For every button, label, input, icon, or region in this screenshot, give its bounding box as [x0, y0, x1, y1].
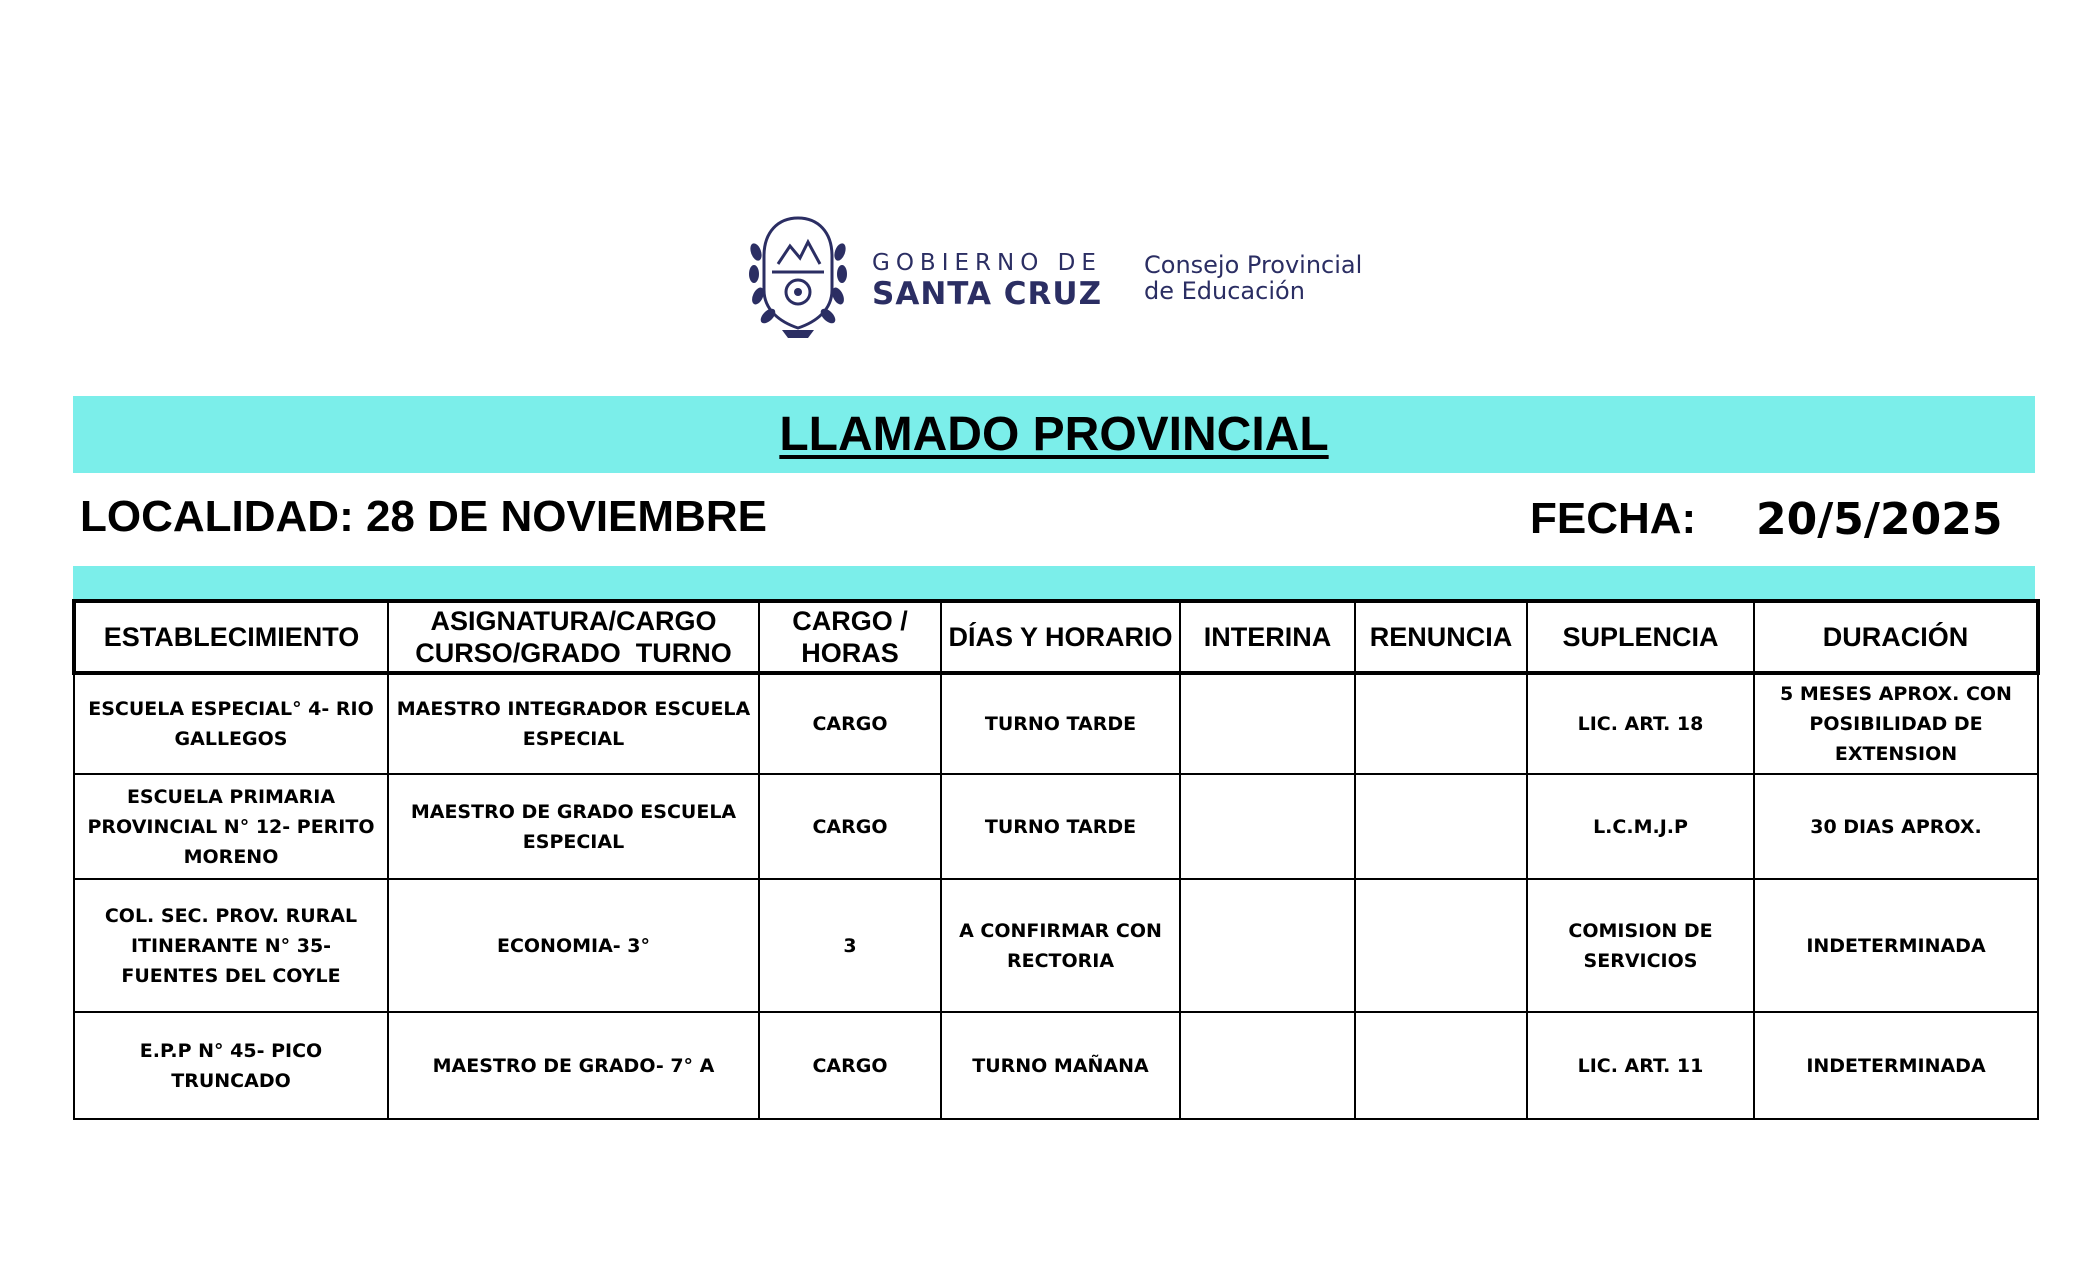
title-band	[73, 396, 2035, 473]
positions-table	[72, 599, 2040, 1120]
header-renuncia: RENUNCIA	[1355, 601, 1527, 673]
localidad-label: LOCALIDAD: 28 DE NOVIEMBRE	[80, 492, 767, 541]
cell-dias: TURNO TARDE	[941, 673, 1180, 774]
header-duracion: DURACIÓN	[1754, 601, 2038, 673]
cell-renuncia	[1355, 879, 1527, 1012]
cell-suplencia: LIC. ART. 11	[1527, 1012, 1754, 1119]
cell-establecimiento: COL. SEC. PROV. RURAL ITINERANTE N° 35- FUENTES DEL COYLE	[74, 879, 388, 1012]
header-dias: DÍAS Y HORARIO	[941, 601, 1180, 673]
cell-suplencia: L.C.M.J.P	[1527, 774, 1754, 879]
cell-dias: TURNO MAÑANA	[941, 1012, 1180, 1119]
header-interina: INTERINA	[1180, 601, 1355, 673]
santa-cruz-seal-icon	[748, 212, 848, 342]
separator-band	[73, 566, 2035, 599]
cell-renuncia	[1355, 1012, 1527, 1119]
cell-duracion: 30 DIAS APROX.	[1754, 774, 2038, 879]
cell-cargo: CARGO	[759, 673, 941, 774]
cell-asignatura: ECONOMIA- 3°	[388, 879, 759, 1012]
cell-interina	[1180, 673, 1355, 774]
cell-duracion: INDETERMINADA	[1754, 879, 2038, 1012]
cell-asignatura: MAESTRO DE GRADO- 7° A	[388, 1012, 759, 1119]
cell-renuncia	[1355, 774, 1527, 879]
cell-cargo: CARGO	[759, 1012, 941, 1119]
header-asignatura-line-2: CURSO/GRADO TURNO	[415, 638, 732, 668]
fecha-value: 20/5/2025	[1756, 494, 2003, 545]
page-title: LLAMADO PROVINCIAL	[779, 408, 1329, 461]
cell-interina	[1180, 774, 1355, 879]
cell-establecimiento: E.P.P N° 45- PICO TRUNCADO	[74, 1012, 388, 1119]
header-logo	[748, 212, 1368, 348]
header-cargo	[759, 601, 941, 673]
fecha-label: FECHA:	[1530, 494, 1697, 543]
gobierno-line-2: SANTA CRUZ	[872, 276, 1103, 312]
cell-establecimiento: ESCUELA PRIMARIA PROVINCIAL N° 12- PERITO MORENO	[74, 774, 388, 879]
cell-cargo: CARGO	[759, 774, 941, 879]
cell-interina	[1180, 1012, 1355, 1119]
consejo-line-1: Consejo Provincial	[1144, 251, 1363, 279]
cell-asignatura: MAESTRO INTEGRADOR ESCUELA ESPECIAL	[388, 673, 759, 774]
cell-renuncia	[1355, 673, 1527, 774]
header-suplencia: SUPLENCIA	[1527, 601, 1754, 673]
consejo-line-2: de Educación	[1144, 277, 1305, 305]
header-asignatura-line-1: ASIGNATURA/CARGO	[430, 606, 717, 636]
cell-duracion: 5 MESES APROX. CON POSIBILIDAD DE EXTENSION	[1754, 673, 2038, 774]
header-cargo-line-1: CARGO /	[792, 606, 908, 636]
cell-dias: TURNO TARDE	[941, 774, 1180, 879]
table-row	[74, 879, 2038, 1012]
table-row	[74, 673, 2038, 774]
cell-cargo: 3	[759, 879, 941, 1012]
cell-suplencia: COMISION DE SERVICIOS	[1527, 879, 1754, 1012]
cell-establecimiento: ESCUELA ESPECIAL° 4- RIO GALLEGOS	[74, 673, 388, 774]
gobierno-line-1: GOBIERNO DE	[872, 250, 1102, 276]
cell-duracion: INDETERMINADA	[1754, 1012, 2038, 1119]
consejo-wordmark	[1144, 252, 1362, 304]
table-row	[74, 1012, 2038, 1119]
cell-interina	[1180, 879, 1355, 1012]
header-establecimiento: ESTABLECIMIENTO	[74, 601, 388, 673]
cell-asignatura: MAESTRO DE GRADO ESCUELA ESPECIAL	[388, 774, 759, 879]
table-row	[74, 774, 2038, 879]
cell-dias: A CONFIRMAR CON RECTORIA	[941, 879, 1180, 1012]
header-cargo-line-2: HORAS	[801, 638, 899, 668]
gobierno-wordmark	[872, 250, 1102, 312]
header-asignatura	[388, 601, 759, 673]
table-header-row	[74, 601, 2038, 673]
cell-suplencia: LIC. ART. 18	[1527, 673, 1754, 774]
